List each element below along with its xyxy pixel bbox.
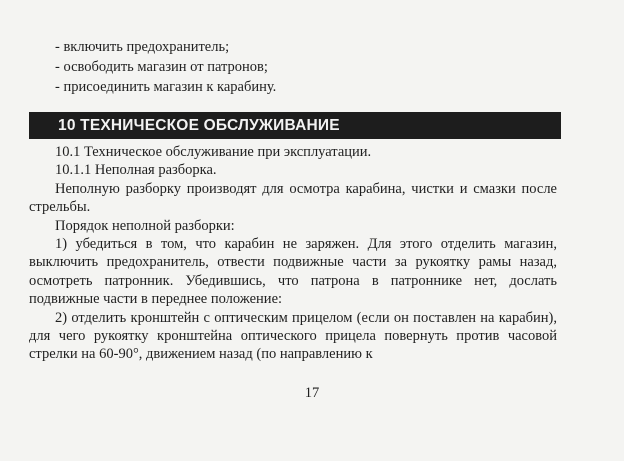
paragraph: Порядок неполной разборки: (55, 217, 235, 234)
paragraph-step-1: 1) убедиться в том, что карабин не заряжен. Для этого отделить магазин, выключить предохранитель, отвести подвижные части за рукоятку рамы назад, осмотреть патронник. Убедившись, что патрона в патроннике нет, дослать подвижные части в переднее положение: (29, 236, 557, 308)
list-item: - включить предохранитель; (55, 39, 230, 55)
section-header-banner (29, 112, 561, 139)
list-item: - присоединить магазин к карабину. (55, 79, 277, 95)
paragraph-section-heading: 10.1 Техническое обслуживание при эксплуатации. (55, 144, 372, 160)
section-title: 10 ТЕХНИЧЕСКОЕ ОБСЛУЖИВАНИЕ (58, 116, 340, 134)
paragraph-subsection-heading: 10.1.1 Неполная разборка. (55, 162, 217, 179)
instruction-list (55, 37, 575, 97)
list-item: - освободить магазин от патронов; (55, 59, 268, 75)
body-text (29, 143, 557, 364)
page-number: 17 (304, 385, 320, 401)
paragraph-step-2: 2) отделить кронштейн с оптическим прицелом (если он поставлен на карабин), для чего рукоятку кронштейна оптического прицела повернуть против часовой стрелки на 60-90°, движением назад (по направлению к (29, 309, 557, 363)
paragraph: Неполную разборку производят для осмотра карабина, чистки и смазки после стрельбы. (29, 180, 557, 216)
